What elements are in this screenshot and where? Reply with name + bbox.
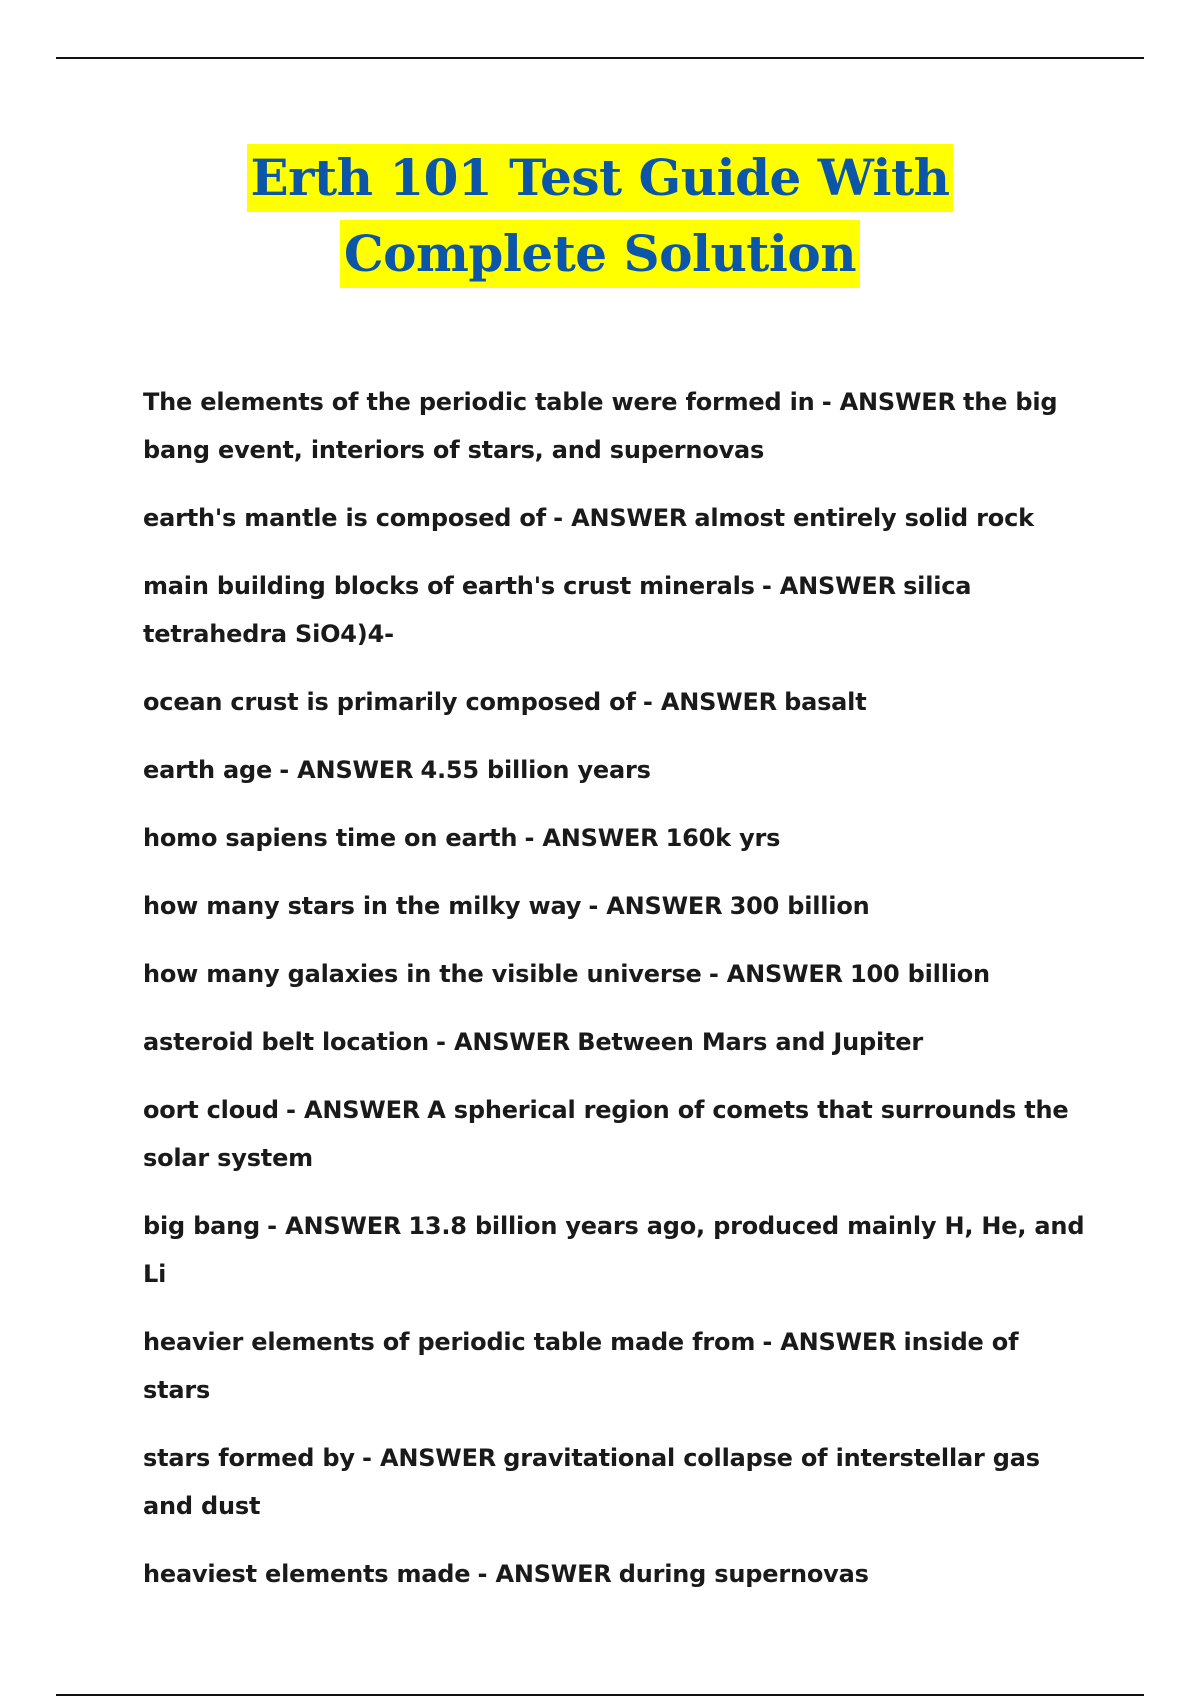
answer-separator: - ANSWER [761, 572, 896, 600]
answer-text: silica tetrahedra SiO4)4- [143, 572, 972, 648]
answer-separator: - ANSWER [279, 756, 414, 784]
question-text: ocean crust is primarily composed of [143, 688, 636, 716]
question-text: heavier elements of periodic table made from [143, 1328, 756, 1356]
qa-list [143, 378, 1093, 1618]
answer-separator: - ANSWER [286, 1096, 421, 1124]
answer-separator: - ANSWER [762, 1328, 897, 1356]
question-text: big bang [143, 1212, 260, 1240]
qa-item [143, 494, 1093, 542]
answer-text: basalt [784, 688, 867, 716]
answer-separator: - ANSWER [553, 504, 688, 532]
answer-text: 4.55 billion years [420, 756, 651, 784]
qa-item [143, 950, 1093, 998]
answer-text: 100 billion [850, 960, 990, 988]
qa-item [143, 882, 1093, 930]
question-text: asteroid belt location [143, 1028, 429, 1056]
answer-separator: - ANSWER [477, 1560, 612, 1588]
qa-item [143, 1202, 1093, 1298]
answer-text: 13.8 billion years ago, produced mainly H, He, and Li [143, 1212, 1085, 1288]
question-text: The elements of the periodic table were formed in [143, 388, 815, 416]
answer-text: 300 billion [729, 892, 870, 920]
question-text: how many stars in the milky way [143, 892, 582, 920]
question-text: homo sapiens time on earth [143, 824, 518, 852]
answer-text: gravitational collapse of interstellar gas and dust [143, 1444, 1040, 1520]
question-text: earth age [143, 756, 273, 784]
qa-item [143, 746, 1093, 794]
bottom-rule [56, 1694, 1144, 1696]
qa-item [143, 1018, 1093, 1066]
answer-separator: - ANSWER [524, 824, 659, 852]
answer-separator: - ANSWER [362, 1444, 497, 1472]
qa-item [143, 378, 1093, 474]
title-line-1: Erth 101 Test Guide With [247, 144, 954, 212]
answer-text: during supernovas [618, 1560, 869, 1588]
title-line-2: Complete Solution [340, 220, 860, 288]
qa-item [143, 678, 1093, 726]
qa-item [143, 814, 1093, 862]
page-title [0, 140, 1200, 292]
qa-item [143, 1434, 1093, 1530]
answer-separator: - ANSWER [588, 892, 723, 920]
answer-text: inside of stars [143, 1328, 1019, 1404]
qa-item [143, 1318, 1093, 1414]
answer-separator: - ANSWER [642, 688, 777, 716]
answer-separator: - ANSWER [821, 388, 956, 416]
answer-text: 160k yrs [665, 824, 781, 852]
answer-text: A spherical region of comets that surrounds the solar system [143, 1096, 1069, 1172]
question-text: oort cloud [143, 1096, 279, 1124]
answer-text: Between Mars and Jupiter [577, 1028, 924, 1056]
qa-item [143, 562, 1093, 658]
top-rule [56, 57, 1144, 59]
answer-separator: - ANSWER [708, 960, 843, 988]
question-text: stars formed by [143, 1444, 355, 1472]
question-text: main building blocks of earth's crust minerals [143, 572, 755, 600]
answer-text: the big bang event, interiors of stars, and supernovas [143, 388, 1058, 464]
question-text: earth's mantle is composed of [143, 504, 546, 532]
qa-item [143, 1550, 1093, 1598]
question-text: how many galaxies in the visible universe [143, 960, 702, 988]
answer-separator: - ANSWER [436, 1028, 571, 1056]
answer-text: almost entirely solid rock [694, 504, 1034, 532]
answer-separator: - ANSWER [267, 1212, 402, 1240]
qa-item [143, 1086, 1093, 1182]
question-text: heaviest elements made [143, 1560, 471, 1588]
